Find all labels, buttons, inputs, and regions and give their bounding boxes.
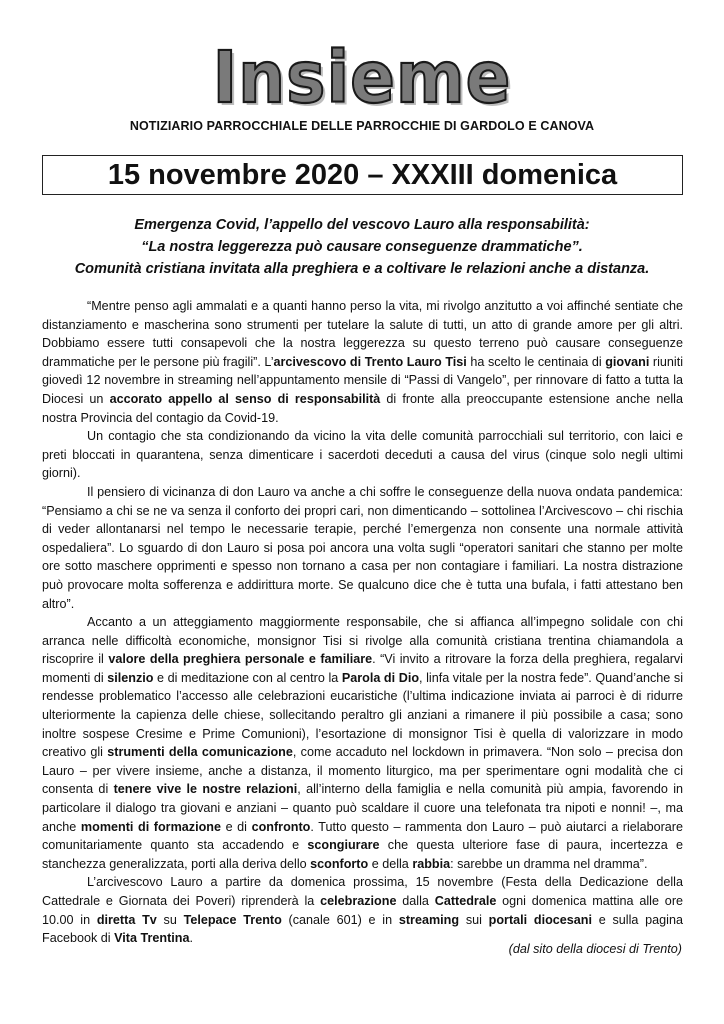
paragraph-4 [42, 613, 683, 873]
text-run: , linfa vitale per la nostra fede”. Quand’anche si rendesse problematico l’accesso alle celebrazioni eucaristiche (l’ultima indicazione inviata ai parroci è di ridurre ulteriormente la capienza delle chiese, sollecitando peraltro gli anziani a rimanere il più possibile a casa; sono inoltre sospese Cresime e Prime Comunioni), l’esortazione di monsignor Tisi è quella di valorizzare in modo creativo gli [42, 670, 683, 760]
article-source: (dal sito della diocesi di Trento) [508, 942, 682, 956]
paragraph-5 [42, 873, 683, 947]
article-body [42, 297, 683, 948]
text-run: ogni domenica mattina alle ore 10.00 in [42, 894, 684, 927]
bold-run: Cattedrale [434, 894, 497, 908]
text-run: riuniti giovedì 12 novembre in streaming nell’appuntamento mensile di “Passi di Vangelo”, per rinnovare di fatto a tutta la Diocesi un [42, 354, 684, 406]
text-run: . Tutto questo – rammenta don Lauro – può aiutarci a rielaborare comunitariamente quanto sta accadendo e [42, 819, 683, 853]
text-run: e di [220, 819, 252, 834]
bold-run: streaming [398, 912, 460, 927]
bold-run: celebrazione [320, 894, 397, 908]
text-run: “Mentre penso agli ammalati e a quanti hanno perso la vita, mi rivolgo anzitutto a voi affinché sentiate che distanziamento e mascherina sono strumenti per tutelare la salute di tutti, un atto di grande amore per gli altri. Dobbiamo essere tutti consapevoli che la nostra leggerezza su questo terreno può causare conseguenze drammatiche per le persone più fragili”. L’ [42, 299, 683, 369]
paragraph-2: Un contagio che sta condizionando da vicino la vita delle comunità parrocchiali sul territorio, con laici e preti bloccati in quarantena, senza dimenticare i sacerdoti deceduti a causa del virus (cinque solo negli ultimi giorni). [42, 429, 683, 481]
bold-run: portali diocesani [488, 912, 592, 927]
bold-run: momenti di formazione [80, 819, 221, 834]
text-run: , all’interno della famiglia e nella comunità più ampia, favorendo in particolare il dialogo tra giovani e anziani – quanto può scaldare il cuore una telefonata tra nipoti e nonni! –, ma anche [42, 782, 684, 834]
headline-line-2: “La nostra leggerezza può causare conseguenze drammatiche”. [141, 239, 583, 255]
bold-run: silenzio [107, 670, 154, 685]
date-heading: 15 novembre 2020 – XXXIII domenica [42, 155, 683, 195]
bold-run: Parola di Dio [341, 670, 420, 685]
text-run: . “Vi invito a ritrovare la forza della preghiera, regalarvi momenti di [42, 652, 683, 685]
masthead-subtitle: NOTIZIARIO PARROCCHIALE DELLE PARROCCHIE DI GARDOLO E CANOVA [129, 119, 595, 133]
text-run: dalla [396, 894, 435, 908]
headline-line-3: Comunità cristiana invitata alla preghiera e a coltivare le relazioni anche a distanza. [74, 261, 650, 277]
bold-run: diretta Tv [96, 912, 157, 927]
paragraph-3: Il pensiero di vicinanza di don Lauro va anche a chi soffre le conseguenze della nuova ondata pandemica: “Pensiamo a chi se ne va senza il conforto dei propri cari, non dimenticando – sottolinea l’Arcivescovo – chi rischia di veder allontanarsi nel tempo le necessarie terapie, perché l’emergenza non consente una normale attività ospedaliera”. Lo sguardo di don Lauro si posa poi ancora una volta sugli “operatori sanitari che stanno per molte ore sotto maschere opprimenti e spesso non tornano a casa per non contagiare i familiari. La nostra distrazione può provocare molta sofferenza e addirittura morte. Se qualcuno dice che è tutta una bufala, i fatti attestano ben altro”. [42, 484, 683, 611]
text-run: , come accaduto nel lockdown in primavera. “Non solo – precisa don Lauro – per vivere insieme, anche a distanza, il momento liturgico, ma per sperimentare ogni modalità che ci consenta di [42, 745, 683, 797]
bold-run: arcivescovo di Trento Lauro Tisi [273, 354, 467, 369]
insieme-logo: Insieme [212, 35, 512, 120]
text-run: Accanto a un atteggiamento maggiormente responsabile, che si affianca all’impegno solidale con chi arranca nelle difficoltà economiche, monsignor Tisi si rivolge alla comunità cristiana trentina chiamandola a riscoprire il [42, 615, 683, 667]
text-run: L’arcivescovo Lauro a partire da domenica prossima, 15 novembre (Festa della Dedicazione della Cattedrale e Giornata dei Poveri) riprenderà la [42, 875, 683, 908]
bold-run: valore della preghiera personale e familiare [108, 652, 373, 667]
text-run: su [156, 912, 184, 927]
text-run: sui [459, 912, 489, 927]
text-run: . [189, 931, 193, 946]
paragraph-1 [42, 297, 683, 427]
bold-run: confronto [251, 819, 311, 834]
headline-line-1: Emergenza Covid, l’appello del vescovo Lauro alla responsabilità: [134, 217, 590, 233]
text-run: e sulla pagina Facebook di [42, 912, 683, 946]
bold-run: Telepace Trento [183, 912, 282, 927]
text-run: di fronte alla preoccupante estensione anche nella nostra Provincia del contagio da Covid-19. [42, 391, 683, 425]
bold-run: Vita Trentina [114, 931, 190, 946]
bold-run: tenere vive le nostre relazioni [113, 782, 298, 797]
bold-run: giovani [605, 354, 650, 369]
bold-run: scongiurare [307, 838, 380, 853]
article-headline [20, 214, 704, 280]
text-run: : sarebbe un dramma nel dramma”. [450, 856, 648, 871]
text-run: ha scelto le centinaia di [466, 354, 606, 369]
text-run: e di meditazione con al centro la [153, 670, 342, 685]
bold-run: sconforto [310, 856, 369, 871]
bold-run: strumenti della comunicazione [107, 745, 293, 760]
text-run: e della [368, 856, 413, 871]
bold-run: rabbia [412, 856, 451, 871]
masthead [0, 35, 724, 120]
bold-run: accorato appello al senso di responsabilità [109, 391, 381, 406]
text-run: che questa ulteriore fase di paura, incertezza e stanchezza generalizzata, porti alla deriva dello [42, 838, 683, 871]
text-run: (canale 601) e in [281, 912, 399, 927]
